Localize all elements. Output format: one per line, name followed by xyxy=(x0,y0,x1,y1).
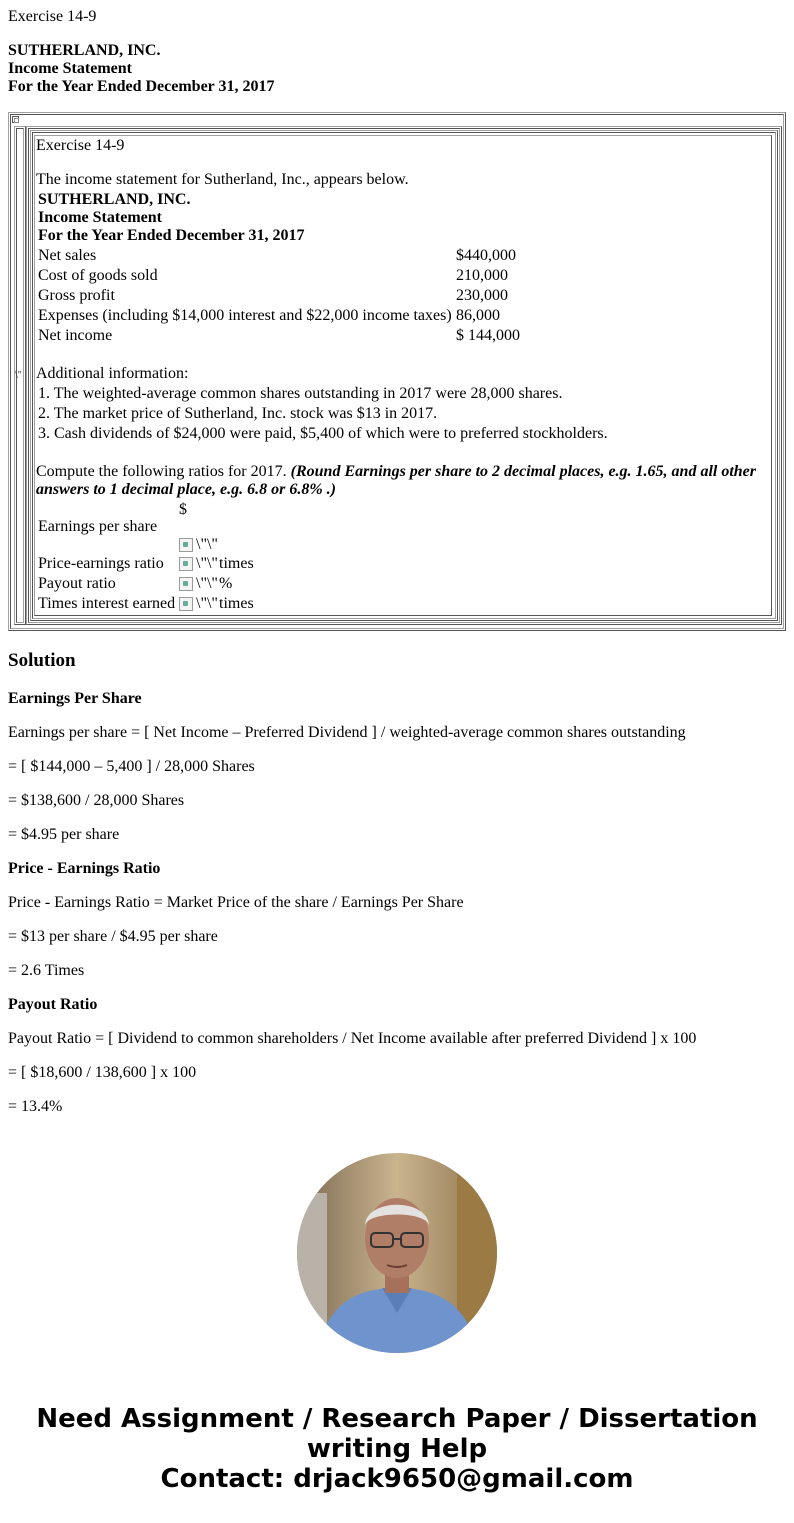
embedded-exercise-label: Exercise 14-9 xyxy=(36,137,125,154)
income-row-label: Expenses (including $14,000 interest and $22,000 income taxes) xyxy=(38,307,452,324)
embedded-statement-period: For the Year Ended December 31, 2017 xyxy=(38,227,305,244)
solution-line: = 13.4% xyxy=(8,1098,63,1115)
ratio-label: Earnings per share xyxy=(38,518,158,535)
company-name: SUTHERLAND, INC. xyxy=(8,42,161,59)
embedded-statement-title: Income Statement xyxy=(38,209,162,226)
solution-line: = $4.95 per share xyxy=(8,826,120,843)
statement-title: Income Statement xyxy=(8,60,132,77)
income-row-label: Cost of goods sold xyxy=(38,267,158,284)
solution-line: = $138,600 / 28,000 Shares xyxy=(8,792,185,809)
broken-image-icon: \"\" xyxy=(179,576,218,592)
additional-info-item: 1. The weighted-average common shares outstanding in 2017 were 28,000 shares. xyxy=(38,385,563,402)
solution-line: Payout Ratio = [ Dividend to common shareholders / Net Income available after preferred Dividend ] x 100 xyxy=(8,1030,697,1047)
answer-field[interactable] xyxy=(179,555,218,573)
income-row-value: 210,000 xyxy=(456,267,508,284)
income-row-label: Gross profit xyxy=(38,287,115,304)
promo-footer xyxy=(0,1404,794,1494)
additional-info-title: Additional information: xyxy=(36,365,189,382)
rounding-note-continued: answers to 1 decimal place, e.g. 6.8 or 6.8% .) xyxy=(36,481,336,498)
ratio-unit: times xyxy=(219,595,254,612)
statement-period: For the Year Ended December 31, 2017 xyxy=(8,78,275,95)
payout-heading: Payout Ratio xyxy=(8,996,98,1013)
intro-text: The income statement for Sutherland, Inc., appears below. xyxy=(36,171,409,188)
solution-line: Price - Earnings Ratio = Market Price of the share / Earnings Per Share xyxy=(8,894,464,911)
answer-field[interactable] xyxy=(179,575,218,593)
pe-heading: Price - Earnings Ratio xyxy=(8,860,161,877)
additional-info-item: 2. The market price of Sutherland, Inc. stock was $13 in 2017. xyxy=(38,405,438,422)
income-row-value: $440,000 xyxy=(456,247,516,264)
solution-line: = [ $144,000 – 5,400 ] / 28,000 Shares xyxy=(8,758,255,775)
footer-line: Need Assignment / Research Paper / Dissertation xyxy=(36,1404,758,1434)
broken-image-icon: \"\" xyxy=(179,596,218,612)
solution-line: = 2.6 Times xyxy=(8,962,85,979)
income-row-value: $ 144,000 xyxy=(456,327,520,344)
ratio-label: Payout ratio xyxy=(38,575,116,592)
solution-line: = $13 per share / $4.95 per share xyxy=(8,928,218,945)
eps-heading: Earnings Per Share xyxy=(8,690,142,707)
broken-image-artifact: \" xyxy=(15,370,22,381)
broken-image-icon xyxy=(12,116,19,123)
footer-contact: Contact: drjack9650@gmail.com xyxy=(160,1464,634,1494)
income-row-label: Net income xyxy=(38,327,113,344)
author-photo xyxy=(297,1153,497,1353)
answer-field[interactable] xyxy=(179,595,218,613)
ratio-unit: times xyxy=(219,555,254,572)
answer-field[interactable] xyxy=(179,536,218,554)
income-row-label: Net sales xyxy=(38,247,97,264)
ratio-unit: % xyxy=(219,575,233,592)
solution-line: Earnings per share = [ Net Income – Preferred Dividend ] / weighted-average common shares outstanding xyxy=(8,724,686,741)
exercise-label: Exercise 14-9 xyxy=(8,8,97,25)
additional-info-item: 3. Cash dividends of $24,000 were paid, $5,400 of which were to preferred stockholders. xyxy=(38,425,608,442)
broken-image-icon: \"\" xyxy=(179,537,218,553)
broken-image-icon: \"\" xyxy=(179,556,218,572)
currency-prefix: $ xyxy=(179,501,187,518)
compute-instructions xyxy=(36,463,756,481)
ratio-label: Times interest earned xyxy=(38,595,176,612)
ratio-label: Price-earnings ratio xyxy=(38,555,164,572)
income-row-value: 230,000 xyxy=(456,287,508,304)
compute-text: Compute the following ratios for 2017. xyxy=(36,463,287,480)
income-row-value: 86,000 xyxy=(456,307,500,324)
rounding-note: (Round Earnings per share to 2 decimal places, e.g. 1.65, and all other xyxy=(290,463,757,480)
embedded-company-name: SUTHERLAND, INC. xyxy=(38,191,191,208)
solution-line: = [ $18,600 / 138,600 ] x 100 xyxy=(8,1064,197,1081)
solution-title: Solution xyxy=(8,650,76,671)
footer-line: writing Help xyxy=(306,1434,488,1464)
